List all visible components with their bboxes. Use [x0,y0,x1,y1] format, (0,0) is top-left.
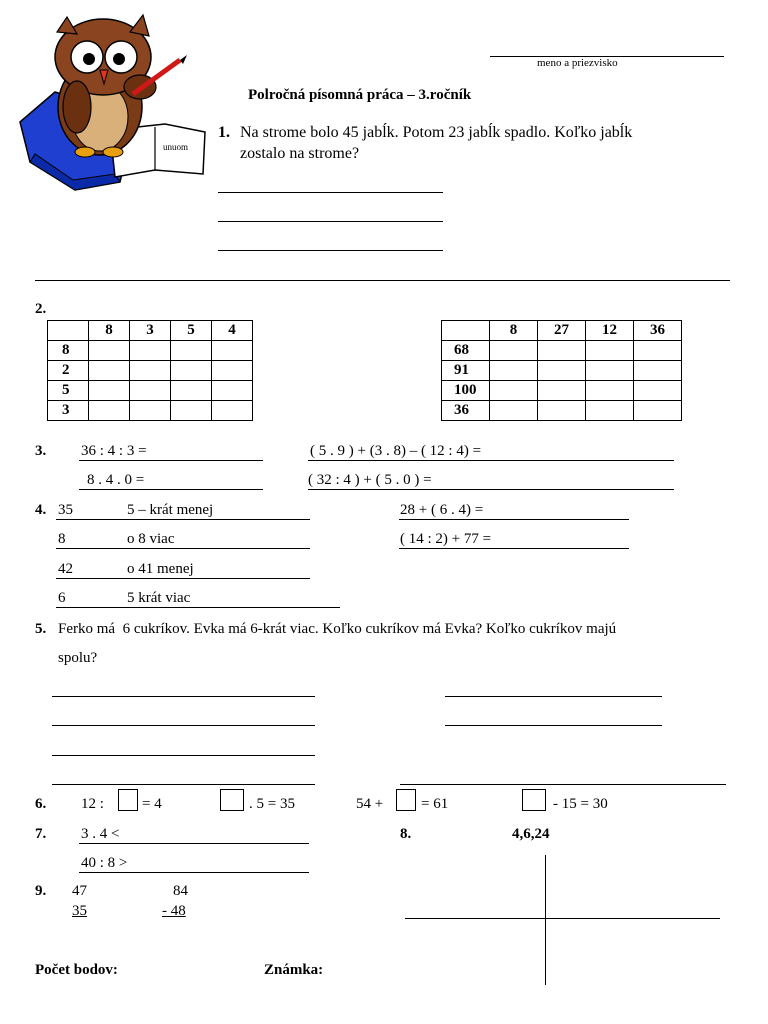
answer-cell[interactable] [586,361,634,381]
task8-numbers: 4,6,24 [512,826,550,842]
task1-answer-line[interactable] [218,250,443,251]
task6-a-pre: 12 : [81,796,104,812]
answer-cell[interactable] [634,341,682,361]
answer-cell[interactable] [130,341,171,361]
table-corner-cell [48,321,89,341]
task3-answer-line[interactable] [79,460,263,461]
task8-number: 8. [400,826,412,842]
answer-cell[interactable] [130,381,171,401]
answer-cell[interactable] [586,401,634,421]
task6-number: 6. [35,796,47,812]
table-row-header: 2 [48,361,89,381]
table-header-cell: 5 [171,321,212,341]
task4-row-text: 5 – krát menej [127,502,214,518]
table-row-header: 3 [48,401,89,421]
task6-answer-box[interactable] [396,789,416,811]
answer-cell[interactable] [89,341,130,361]
answer-cell[interactable] [538,381,586,401]
task6-a-post: = 4 [142,796,162,812]
table-header-cell: 27 [538,321,586,341]
table-row-header: 5 [48,381,89,401]
answer-cell[interactable] [171,401,212,421]
task4-row-text: o 41 menej [127,561,194,577]
task6-c-post: = 61 [421,796,449,812]
task6-answer-box[interactable] [522,789,546,811]
task5-answer-line[interactable] [445,725,662,726]
answer-cell[interactable] [171,361,212,381]
task4-answer-line[interactable] [56,548,310,549]
answer-cell[interactable] [130,361,171,381]
task6-b-post: . 5 = 35 [249,796,295,812]
table-header-cell: 8 [89,321,130,341]
table-corner-cell [442,321,490,341]
task4-row-num: 6 [58,590,66,606]
table-header-cell: 36 [634,321,682,341]
answer-cell[interactable] [538,361,586,381]
task1-number: 1. [218,124,230,141]
task5-answer-line[interactable] [52,725,315,726]
task4-row-num: 8 [58,531,66,547]
task4-row-num: 35 [58,502,73,518]
table-header-cell: 8 [490,321,538,341]
answer-cell[interactable] [89,401,130,421]
task3-answer-line[interactable] [308,460,674,461]
task4-number: 4. [35,502,47,518]
task9-b-bottom: - 48 [162,903,186,919]
task7-number: 7. [35,826,47,842]
table-header-cell: 3 [130,321,171,341]
task3-answer-line[interactable] [308,489,674,490]
task6-c-pre: 54 + [356,796,384,812]
answer-cell[interactable] [490,381,538,401]
answer-cell[interactable] [89,381,130,401]
task5-answer-line[interactable] [400,784,726,785]
answer-cell[interactable] [490,341,538,361]
task4-answer-line[interactable] [56,607,340,608]
answer-cell[interactable] [212,401,253,421]
task5-text-line1: Ferko má 6 cukríkov. Evka má 6-krát viac. Koľko cukríkov má Evka? Koľko cukríkov majú [58,621,617,637]
table-row-header: 68 [442,341,490,361]
task4-expr-2: ( 14 : 2) + 77 = [400,531,492,547]
task4-row-text: o 8 viac [127,531,175,547]
task1-text-line1: Na strome bolo 45 jabĺk. Potom 23 jabĺk spadlo. Koľko jabĺk [240,124,633,141]
task1-answer-line[interactable] [218,221,443,222]
answer-cell[interactable] [586,381,634,401]
task1-answer-line[interactable] [218,192,443,193]
answer-cell[interactable] [586,341,634,361]
task9-a-bottom: 35 [72,903,87,919]
grade-label: Známka: [264,962,324,978]
page-title: Polročná písomná práca – 3.ročník [248,87,472,103]
division-table-right [441,320,682,421]
points-label: Počet bodov: [35,962,118,978]
multiplication-table-left [47,320,253,421]
task8-cross-vertical [545,855,546,985]
task7-answer-line[interactable] [79,872,309,873]
task3-expr-c: ( 5 . 9 ) + (3 . 8) – ( 12 : 4) = [310,443,482,459]
answer-cell[interactable] [634,381,682,401]
answer-cell[interactable] [212,381,253,401]
task2-number: 2. [35,301,47,317]
answer-cell[interactable] [490,361,538,381]
task5-number: 5. [35,621,47,637]
task4-answer-line[interactable] [56,519,310,520]
svg-text:unuom: unuom [163,142,189,152]
task6-answer-box[interactable] [220,789,244,811]
task3-number: 3. [35,443,47,459]
task8-cross-horizontal[interactable] [405,918,720,919]
task5-text-line2: spolu? [58,650,98,666]
answer-cell[interactable] [634,361,682,381]
task9-a-top: 47 [72,883,87,899]
task3-expr-a: 36 : 4 : 3 = [81,443,147,459]
answer-cell[interactable] [171,381,212,401]
task4-row-num: 42 [58,561,73,577]
task4-answer-line[interactable] [399,519,629,520]
answer-cell[interactable] [538,341,586,361]
table-header-cell: 4 [212,321,253,341]
section-divider [35,280,730,281]
task4-row-text: 5 krát viac [127,590,191,606]
task7-expr-a: 3 . 4 < [81,826,120,842]
task4-answer-line[interactable] [56,578,310,579]
table-header-cell: 12 [586,321,634,341]
task1-text-line2: zostalo na strome? [240,145,360,162]
answer-cell[interactable] [490,401,538,421]
answer-cell[interactable] [171,341,212,361]
answer-cell[interactable] [89,361,130,381]
table-row-header: 8 [48,341,89,361]
task7-answer-line[interactable] [79,843,309,844]
task5-answer-line[interactable] [52,784,315,785]
task5-answer-line[interactable] [52,696,315,697]
task7-expr-b: 40 : 8 > [81,855,128,871]
task4-expr-1: 28 + ( 6 . 4) = [400,502,484,518]
task9-b-top: 84 [173,883,188,899]
answer-cell[interactable] [634,401,682,421]
task3-expr-d: ( 32 : 4 ) + ( 5 . 0 ) = [308,472,432,488]
table-row-header: 91 [442,361,490,381]
answer-cell[interactable] [130,401,171,421]
answer-cell[interactable] [212,341,253,361]
task3-expr-b: 8 . 4 . 0 = [87,472,145,488]
task5-answer-line[interactable] [52,755,315,756]
owl-illustration [15,12,215,192]
answer-cell[interactable] [538,401,586,421]
task9-number: 9. [35,883,47,899]
task6-d-post: - 15 = 30 [553,796,608,812]
table-row-header: 36 [442,401,490,421]
table-row-header: 100 [442,381,490,401]
answer-cell[interactable] [212,361,253,381]
task5-answer-line[interactable] [445,696,662,697]
task6-answer-box[interactable] [118,789,138,811]
name-caption: meno a priezvisko [537,57,618,69]
task4-answer-line[interactable] [399,548,629,549]
task3-answer-line[interactable] [79,489,263,490]
